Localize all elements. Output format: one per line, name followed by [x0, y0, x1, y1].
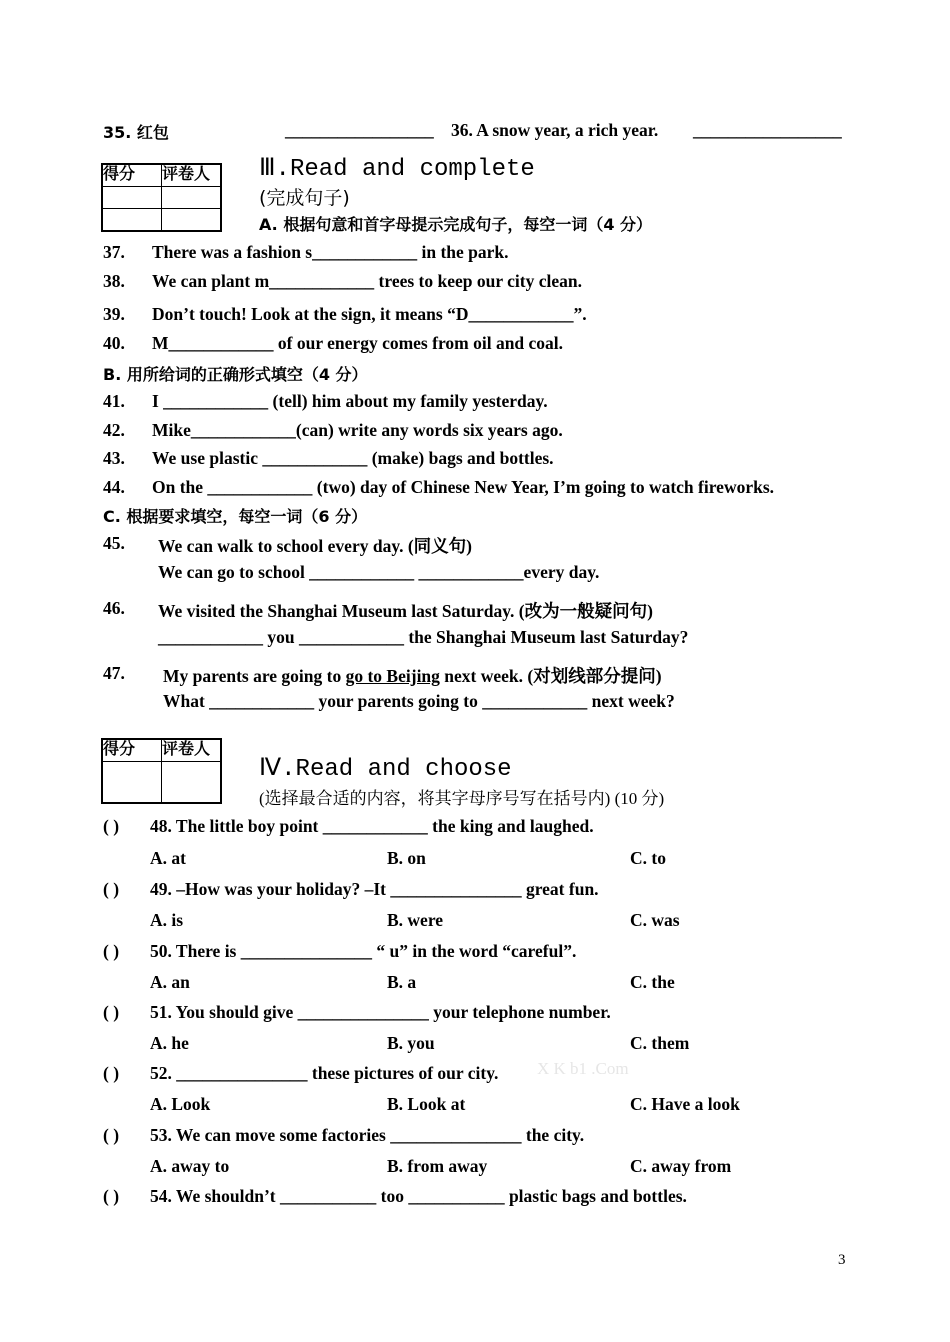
- score-cell: [102, 187, 162, 209]
- answer-paren: ( ): [103, 816, 120, 836]
- section3-part-a: A. 根据句意和首字母提示完成句子，每空一词（4 分）: [259, 215, 653, 234]
- option-b: B. you: [387, 1033, 435, 1053]
- score-box-section3: [101, 163, 222, 232]
- q36-text: 36. A snow year, a rich year.: [451, 120, 659, 140]
- option-b: B. from away: [387, 1156, 488, 1176]
- answer-paren: ( ): [103, 1002, 120, 1022]
- q44-num: 44.: [103, 477, 125, 497]
- q39-num: 39.: [103, 304, 125, 324]
- answer-paren: ( ): [103, 1125, 120, 1145]
- option-b: B. a: [387, 972, 417, 992]
- q45-line1: We can walk to school every day. (同义句): [158, 536, 473, 556]
- q45-line2: We can go to school ____________ ____________every day.: [158, 562, 600, 582]
- q35-label: 35. 红包: [103, 123, 169, 142]
- answer-paren: ( ): [103, 941, 120, 961]
- q43-num: 43.: [103, 448, 125, 468]
- question-text: 52. _______________ these pictures of our city.: [150, 1063, 499, 1083]
- q45-num: 45.: [103, 533, 125, 553]
- q39-text: Don’t touch! Look at the sign, it means “D____________”.: [152, 304, 587, 324]
- question-text: 54. We shouldn’t ___________ too ___________ plastic bags and bottles.: [150, 1186, 687, 1206]
- q46-line1: We visited the Shanghai Museum last Saturday. (改为一般疑问句): [158, 601, 653, 621]
- q42-text: Mike____________(can) write any words six years ago.: [152, 420, 563, 440]
- option-b: B. Look at: [387, 1094, 466, 1114]
- q47-line2: What ____________ your parents going to ____________ next week?: [163, 691, 675, 711]
- answer-paren: ( ): [103, 1063, 120, 1083]
- question-text: 49. –How was your holiday? –It _______________ great fun.: [150, 879, 599, 899]
- page-number: 3: [838, 1252, 846, 1268]
- question-text: 53. We can move some factories _______________ the city.: [150, 1125, 585, 1145]
- grader-cell: [162, 762, 222, 804]
- option-a: A. away to: [150, 1156, 230, 1176]
- option-c: C. the: [630, 972, 675, 992]
- option-b: B. on: [387, 848, 426, 868]
- section3-subtitle: (完成句子): [259, 187, 350, 209]
- option-a: A. is: [150, 910, 184, 930]
- question-text: 48. The little boy point ____________ the king and laughed.: [150, 816, 594, 836]
- q44-text: On the ____________ (two) day of Chinese New Year, I’m going to watch fireworks.: [152, 477, 775, 497]
- q40-text: M____________ of our energy comes from oil and coal.: [152, 333, 564, 353]
- option-c: C. to: [630, 848, 666, 868]
- option-a: A. an: [150, 972, 190, 992]
- q47-line1: My parents are going to go to Beijing next week. (对划线部分提问): [163, 666, 662, 686]
- section3-part-c: C. 根据要求填空，每空一词（6 分）: [103, 507, 368, 526]
- q35-blank: _________________: [285, 120, 434, 140]
- q46-line2: ____________ you ____________ the Shanghai Museum last Saturday?: [158, 627, 689, 647]
- score-header: 得分: [102, 164, 162, 187]
- option-a: A. he: [150, 1033, 189, 1053]
- section3-part-b: B. 用所给词的正确形式填空（4 分）: [103, 365, 368, 384]
- option-c: C. away from: [630, 1156, 732, 1176]
- section4-title: Ⅳ.Read and choose: [259, 756, 512, 783]
- score-cell: [102, 762, 162, 804]
- option-c: C. them: [630, 1033, 690, 1053]
- q42-num: 42.: [103, 420, 125, 440]
- grader-cell: [162, 209, 222, 232]
- q47-num: 47.: [103, 663, 125, 683]
- q40-num: 40.: [103, 333, 125, 353]
- q43-text: We use plastic ____________ (make) bags and bottles.: [152, 448, 554, 468]
- score-header: 得分: [102, 739, 162, 762]
- option-c: C. Have a look: [630, 1094, 740, 1114]
- question-text: 51. You should give _______________ your telephone number.: [150, 1002, 611, 1022]
- option-c: C. was: [630, 910, 680, 930]
- q41-num: 41.: [103, 391, 125, 411]
- q38-num: 38.: [103, 271, 125, 291]
- score-box-section4: [101, 738, 222, 804]
- q41-text: I ____________ (tell) him about my family yesterday.: [152, 391, 548, 411]
- section3-title: Ⅲ.Read and complete: [259, 156, 535, 183]
- option-a: A. Look: [150, 1094, 211, 1114]
- q36-blank: _________________: [693, 120, 842, 140]
- answer-paren: ( ): [103, 879, 120, 899]
- grader-header: 评卷人: [162, 164, 222, 187]
- q46-num: 46.: [103, 598, 125, 618]
- question-text: 50. There is _______________ “ u” in the word “careful”.: [150, 941, 577, 961]
- q37-text: There was a fashion s____________ in the park.: [152, 242, 509, 262]
- option-a: A. at: [150, 848, 186, 868]
- q38-text: We can plant m____________ trees to keep our city clean.: [152, 271, 583, 291]
- q37-num: 37.: [103, 242, 125, 262]
- underlined-phrase: go to Beijing: [345, 666, 440, 686]
- answer-paren: ( ): [103, 1186, 120, 1206]
- grader-cell: [162, 187, 222, 209]
- section4-subtitle: (选择最合适的内容，将其字母序号写在括号内) (10 分): [259, 789, 665, 808]
- option-b: B. were: [387, 910, 444, 930]
- score-cell: [102, 209, 162, 232]
- grader-header: 评卷人: [162, 739, 222, 762]
- watermark: X K b1 .Com: [537, 1059, 629, 1078]
